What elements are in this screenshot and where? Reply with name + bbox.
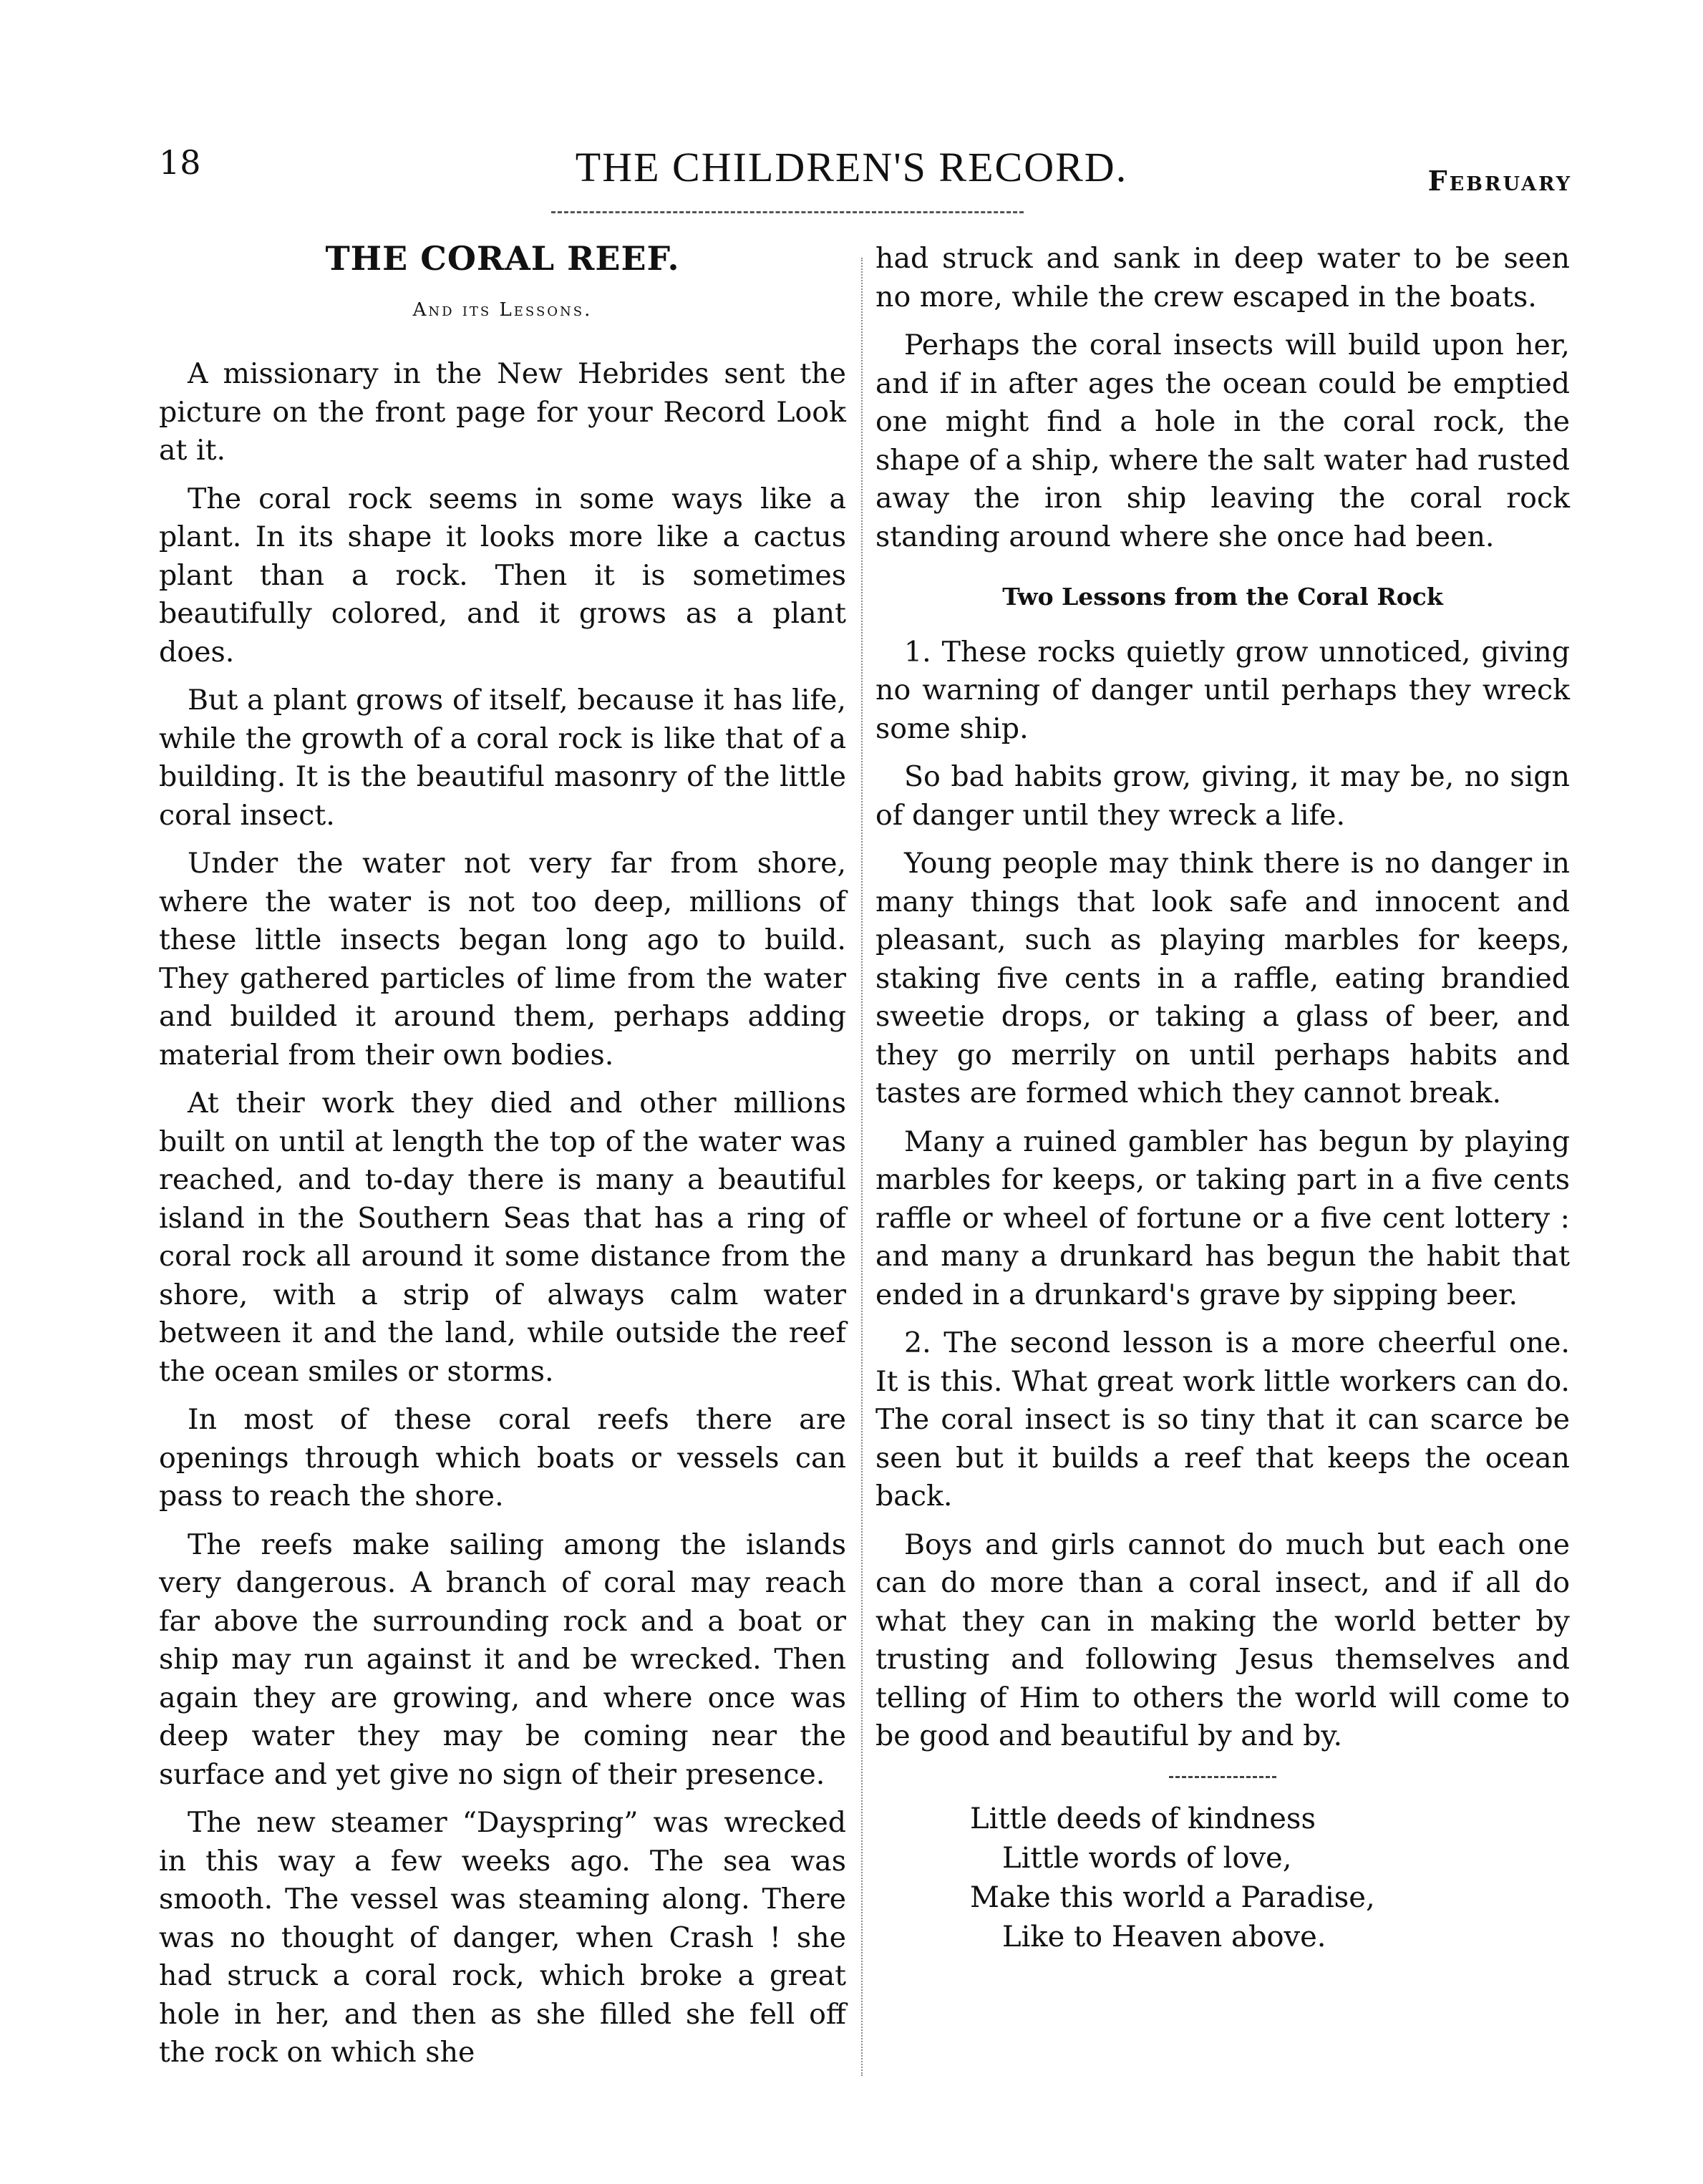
lesson-paragraph: Many a ruined gambler has begun by playing marbles for keeps, or taking part in a five cents raffle or wheel of fortune or a five cent lottery : and many a drunkard has begun the habit that ended in a drunkard's grave by sipping beer. [875,1125,1570,1311]
paragraph: The reefs make sailing among the islands very dangerous. A branch of coral may reach far above the surrounding rock and a boat or ship may run against it and be wrecked. Then again they are growing, and where once was deep water they may be coming near the surface and yet give no sign of their presence. [159,1528,846,1791]
poem-line: Little deeds of kindness [970,1802,1316,1835]
poem [970,1800,1570,1957]
page-number: 18 [159,143,201,182]
paragraph: But a plant grows of itself, because it has life, while the growth of a coral rock is like that of a building. It is the beautiful masonry of the little coral insect. [159,684,846,832]
lesson-paragraph: Boys and girls cannot do much but each one can do more than a coral insect, and if all do what they can in making the world better by trusting and following Jesus themselves and telling of Him to others the world will come to be good and beautiful by and by. [875,1528,1570,1752]
page-header [0,143,1703,200]
article-title: THE CORAL REEF. [325,239,680,278]
left-column [159,240,846,2082]
poem-line: Make this world a Paradise, [970,1880,1375,1914]
paragraph: A missionary in the New Hebrides sent the picture on the front page for your Record Look at it. [159,357,846,467]
paragraph: Under the water not very far from shore, where the water is not too deep, millions of these little insects began long ago to build. They gathered particles of lime from the water and builded it around them, perhaps adding material from their own bodies. [159,847,846,1072]
poem-line: Like to Heaven above. [1002,1920,1326,1954]
lesson-paragraph: 2. The second lesson is a more cheerful one. It is this. What great work little workers can do. The coral insect is so tiny that it can scarce be seen but it builds a reef that keeps the ocean back. [875,1326,1570,1513]
month-label: February [1427,165,1572,197]
running-title: THE CHILDREN'S RECORD. [575,144,1128,190]
poem-line: Little words of love, [1002,1841,1292,1875]
lesson-paragraph: Young people may think there is no danger in many things that look safe and innocent and pleasant, such as playing marbles for keeps, staking five cents in a raffle, eating brandied sweetie drops, or taking a glass of beer, and they go merrily on until perhaps habits and tastes are formed which they cannot break. [875,847,1570,1110]
paragraph: The coral rock seems in some ways like a plant. In its shape it looks more like a cactus plant than a rock. Then it is sometimes beautifully colored, and it grows as a plant does. [159,482,846,669]
lesson-paragraph: So bad habits grow, giving, it may be, no sign of danger until they wreck a life. [875,760,1570,832]
paragraph: Perhaps the coral insects will build upon her, and if in after ages the ocean could be emptied one might find a hole in the coral rock, the shape of a ship, where the salt water had rusted away the iron ship leaving the coral rock standing around where she once had been. [875,329,1570,553]
header-rule [551,211,1024,213]
lesson-paragraph: 1. These rocks quietly grow unnoticed, giving no warning of danger until perhaps they wreck some ship. [875,635,1570,745]
paragraph: In most of these coral reefs there are openings through which boats or vessels can pass to reach the shore. [159,1403,846,1513]
article-subtitle: And its Lessons. [412,299,593,321]
paragraph: At their work they died and other millions built on until at length the top of the water was reached, and to-day there is many a beautiful island in the Southern Seas that has a ring of coral rock all around it some distance from the shore, with a strip of always calm water between it and the land, while outside the reef the ocean smiles or storms. [159,1087,846,1388]
continued-paragraph: had struck and sank in deep water to be seen no more, while the crew escaped in the boats. [875,242,1570,314]
paragraph: The new steamer “Dayspring” was wrecked in this way a few weeks ago. The sea was smooth. The vessel was steaming along. There was no thought of danger, when Crash ! she had struck a coral rock, which broke a great hole in her, and then as she filled she fell off the rock on which she [159,1806,846,2069]
right-column [875,240,1570,1957]
poem-rule [1169,1776,1276,1778]
column-divider [861,258,863,2076]
lessons-heading: Two Lessons from the Coral Rock [1002,583,1443,611]
